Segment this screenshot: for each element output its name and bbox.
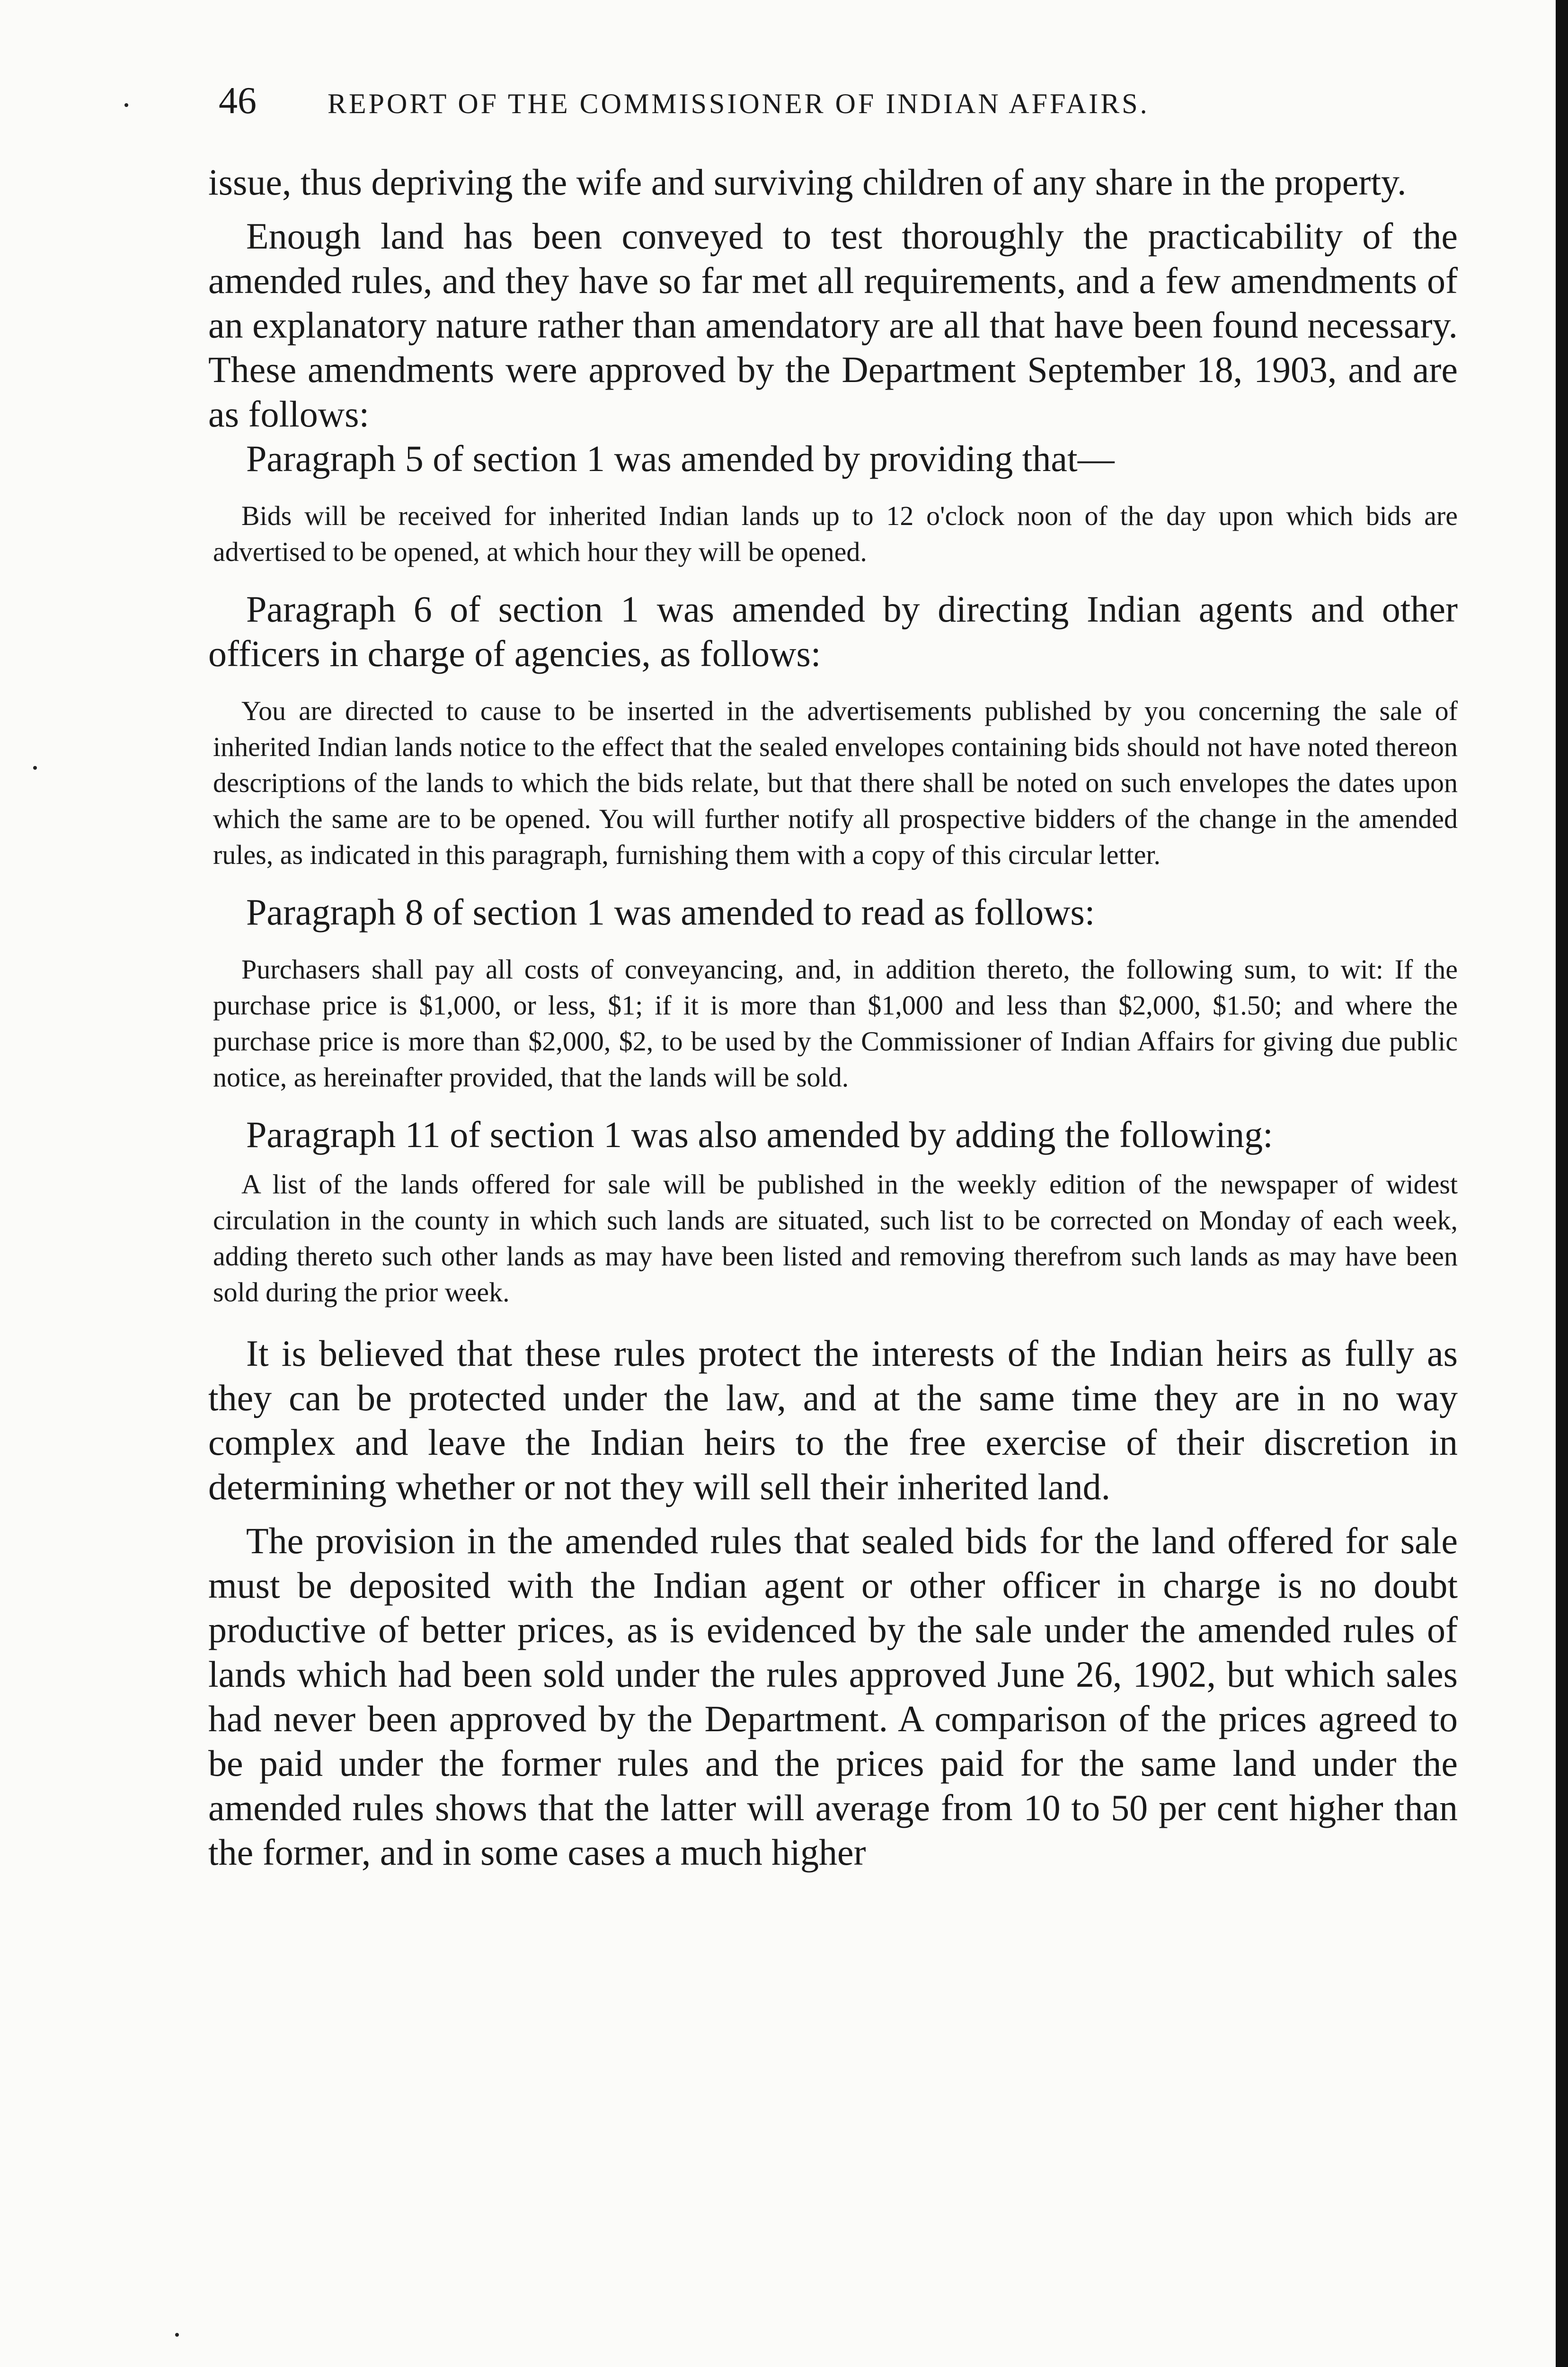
scan-speck [33,766,37,770]
quote-paragraph-5: Bids will be received for inherited Indian lands up to 12 o'clock noon of the day upon which bids are advertised to be opened, at which hour they will be opened. [213,500,1458,567]
page-header [219,80,1345,136]
page-number: 46 [219,80,257,122]
paragraph-6-heading: Paragraph 6 of section 1 was amended by directing Indian agents and other officers in charge of agencies, as follows: [208,588,1458,674]
paragraph-5-heading: Paragraph 5 of section 1 was amended by providing that— [246,438,1115,479]
paragraph-11-heading: Paragraph 11 of section 1 was also amended by adding the following: [246,1114,1273,1155]
quote-paragraph-11: A list of the lands offered for sale will be published in the weekly edition of the newspaper of widest circulation in the county in which such lands are situated, such list to be corrected on Monday of each week, adding thereto such other lands as may have been listed and removing therefrom such lands as may have been sold during the prior week. [213,1169,1458,1308]
scan-speck [124,103,128,107]
quote-paragraph-8: Purchasers shall pay all costs of conveyancing, and, in addition thereto, the following sum, to wit: If the purchase price is $1,000, or less, $1; if it is more than $1,000 and less than $2,000, $1.50; and where the purchase price is more than $2,000, $2, to be used by the Commissioner of Indian Affairs for giving due public notice, as hereinafter provided, that the lands will be sold. [213,954,1458,1093]
paragraph-8-heading: Paragraph 8 of section 1 was amended to read as follows: [246,891,1095,933]
scan-edge-right [1556,0,1568,2367]
paragraph-rules-protect: It is believed that these rules protect the interests of the Indian heirs as fully as they can be protected under the law, and at the same time they are in no way complex and leave the Indian heirs to the free exercise of their discretion in determining whether or not they will sell their inherited land. [208,1333,1458,1507]
body-text [208,160,1458,1875]
paragraph-continuation: issue, thus depriving the wife and surviving children of any share in the property. [208,161,1407,203]
paragraph-sealed-bids: The provision in the amended rules that sealed bids for the land offered for sale must be deposited with the Indian agent or other officer in charge is no doubt productive of better prices, as is evidenced by the sale under the amended rules of lands which had been sold under the rules approved June 26, 1902, but which sales had never been approved by the Department. A comparison of the prices agreed to be paid under the former rules and the prices paid for the same land under the amended rules shows that the latter will average from 10 to 50 per cent higher than the former, and in some cases a much higher [208,1520,1458,1873]
running-title: REPORT OF THE COMMISSIONER OF INDIAN AFFAIRS. [328,88,1150,119]
paragraph-amendments-intro: Enough land has been conveyed to test thoroughly the practicability of the amended rules, and they have so far met all requirements, and a few amendments of an explanatory nature rather than amendatory are all that have been found necessary. These amendments were approved by the Department September 18, 1903, and are as follows: [208,215,1458,435]
scan-speck [175,2333,179,2337]
quote-paragraph-6: You are directed to cause to be inserted in the advertisements published by you concerning the sale of inherited Indian lands notice to the effect that the sealed envelopes containing bids should not have noted thereon descriptions of the lands to which the bids relate, but that there shall be noted on such envelopes the dates upon which the same are to be opened. You will further notify all prospective bidders of the change in the amended rules, as indicated in this paragraph, furnishing them with a copy of this circular letter. [213,695,1458,870]
